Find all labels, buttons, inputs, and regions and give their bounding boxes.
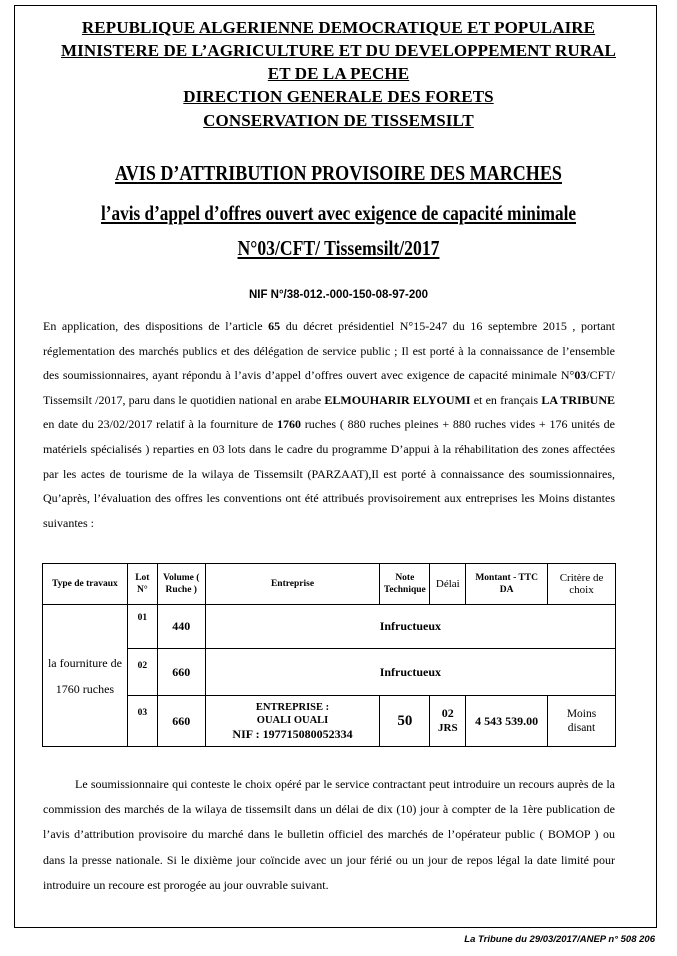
lot-cell: 01 — [127, 605, 157, 649]
intro-text-1: En application, des dispositions de l’article — [43, 319, 269, 333]
intro-text-3: /CFT/ Tissemsilt /2017, paru dans le quotidien national en arabe — [43, 368, 615, 407]
table-row — [43, 649, 616, 696]
header-line-conservation: CONSERVATION DE TISSEMSILT — [203, 111, 474, 130]
header-line-ministry: MINISTERE DE L’AGRICULTURE ET DU DEVELOPPEMENT RURAL — [61, 41, 616, 60]
header-type: Type de travaux — [43, 564, 128, 605]
entreprise-label: ENTREPRISE : — [255, 701, 330, 713]
header-volume: Volume ( Ruche ) — [157, 564, 205, 605]
nif-line: NIF N°/38-012.-000-150-08-97-200 — [248, 289, 429, 301]
volume-cell: 440 — [157, 605, 205, 649]
volume-cell: 660 — [157, 649, 205, 696]
table-row — [43, 605, 616, 649]
article-number: 65 — [268, 319, 281, 333]
hive-count: 1760 — [277, 417, 301, 432]
header-montant: Montant - TTC DA — [466, 564, 548, 605]
intro-text-6: ruches ( 880 ruches pleines + 880 ruches vides + 176 unités de matériels spécialisés ) reparties en 03 lots dans le cadre du programme D’appui à la réhabilitation des zones affectées par les actes de tourisme de la wilaya de Tissemsilt (PARZAAT),Il est porté à connaissance des soumissionnaires, Qu’après, l’évaluation des offres les conventions ont été attribués provisoirement aux entreprises les Moins distantes suivantes : — [43, 417, 616, 530]
lot-cell: 02 — [127, 649, 157, 696]
delai-cell — [430, 696, 466, 747]
reference-bold: 03 — [574, 368, 587, 383]
header-critere: Critère de choix — [548, 564, 616, 605]
header-delai: Délai — [430, 564, 466, 605]
header-line-peche: ET DE LA PECHE — [267, 64, 410, 83]
volume-cell: 660 — [157, 696, 205, 747]
table-row — [43, 696, 616, 747]
entreprise-cell — [205, 696, 380, 747]
entreprise-name: OUALI OUALI — [256, 714, 329, 726]
header-entreprise: Entreprise — [205, 564, 380, 605]
critere-cell: Moins disant — [548, 696, 616, 747]
delai-number: 02 — [441, 706, 454, 720]
header-line-direction: DIRECTION GENERALE DES FORETS — [183, 87, 494, 106]
result-cell: Infructueux — [205, 649, 615, 696]
note-cell: 50 — [380, 696, 430, 747]
header-lot: Lot N° — [127, 564, 157, 605]
intro-paragraph — [43, 314, 615, 535]
awards-table — [42, 563, 616, 747]
newspaper-french: LA TRIBUNE — [541, 392, 615, 407]
reference-number: N°03/CFT/ Tissemsilt/2017 — [237, 236, 440, 260]
intro-text-4: et en français — [470, 392, 542, 407]
table-header-row — [43, 564, 616, 605]
subtitle: l’avis d’appel d’offres ouvert avec exigence de capacité minimale — [100, 201, 577, 225]
closing-paragraph: Le soumissionnaire qui conteste le choix opéré par le service contractant peut introduire un recours auprès de la commission des marchés de la wilaya de tissemsilt dans un délai de dix (10) jour à compter de la 1ère publication de l’avis d’attribution provisoire du marché dans le bulletin officiel des marchés de l’opérateur public ( BOMOP ) ou dans la presse nationale. Si le dixième jour coïncide avec un jour férié ou un jour de repos légal la date limité pour introduire un recoure est prorogée au jour ouvrable suivant. — [43, 777, 615, 892]
result-cell: Infructueux — [205, 605, 615, 649]
header-note: Note Technique — [380, 564, 430, 605]
entreprise-nif: NIF : 197715080052334 — [232, 726, 353, 741]
delai-unit: JRS — [438, 722, 458, 734]
publication-caption: La Tribune du 29/03/2017/ANEP n° 508 206 — [464, 934, 655, 945]
lot-cell: 03 — [127, 696, 157, 747]
header-line-republic: REPUBLIQUE ALGERIENNE DEMOCRATIQUE ET POPULAIRE — [81, 18, 596, 37]
intro-text-5: en date du 23/02/2017 relatif à la fourniture de — [43, 417, 277, 432]
montant-cell: 4 543 539.00 — [466, 696, 548, 747]
main-title: AVIS D’ATTRIBUTION PROVISOIRE DES MARCHES — [115, 161, 562, 185]
intro-text-2: du décret présidentiel N°15-247 du 16 septembre 2015 , portant réglementation des marchés publics et des délégation de service public ; Il est porté à la connaissance de l’ensemble des soumissionnaires, ayant répondu à l’avis d’appel d’offres ouvert avec exigence de capacité minimale N° — [43, 319, 615, 383]
newspaper-arabic: ELMOUHARIR ELYOUMI — [324, 392, 471, 407]
type-cell: la fourniture de 1760 ruches — [43, 605, 128, 747]
